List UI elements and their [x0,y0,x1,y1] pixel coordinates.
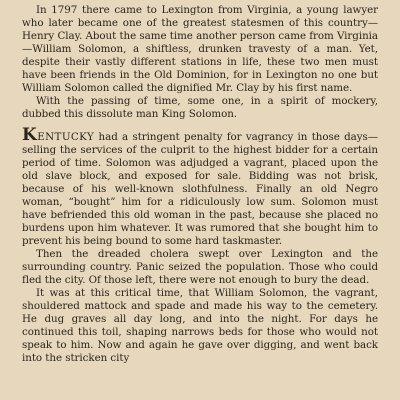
article-column [22,4,378,365]
lead-word: ENTUCKY [37,131,95,143]
paragraph-5: It was at this critical time, that William Solomon, the vagrant, shouldered mattock and spade and made his way to the cemetery. He dug graves all day long, and into the night. For days he continued this toil, shaping narrows beds for those who would not speak to him. Now and again he gave over digging, and went back into the stricken city [22,287,378,364]
drop-cap-initial: K [22,125,37,145]
paragraph-1: In 1797 there came to Lexington from Virginia, a young lawyer who later became one of the greatest statesmen of this country—Henry Clay. About the same time another person came from Virginia—William Solomon, a shiftless, drunken travesty of a man. Yet, despite their vastly different stations in life, these two men must have been friends in the Old Dominion, for in Lexington no one but William Solomon called the dignified Mr. Clay by his first name. [22,4,378,94]
paragraph-4: Then the dreaded cholera swept over Lexington and the surrounding country. Panic seized the population. Those who could fled the city. Of those left, there were not enough to bury the dead. [22,248,378,286]
paragraph-3 [22,125,378,248]
paragraph-2: With the passing of time, some one, in a spirit of mockery, dubbed this dissolute man King Solomon. [22,95,378,120]
paragraph-3-text: had a stringent penalty for vagrancy in those days—selling the services of the culprit to the highest bidder for a certain period of time. Solomon was adjudged a vagrant, placed upon the old slave block, and exposed for sale. Bidding was not brisk, because of his well-known slothfulness. Finally an old Negro woman, “bought” him for a ridiculously low sum. Solomon must have befriended this old woman in the past, because she placed no burdens upon him whatever. It was rumored that she bought him to prevent his being bound to some hard taskmaster. [22,131,378,247]
